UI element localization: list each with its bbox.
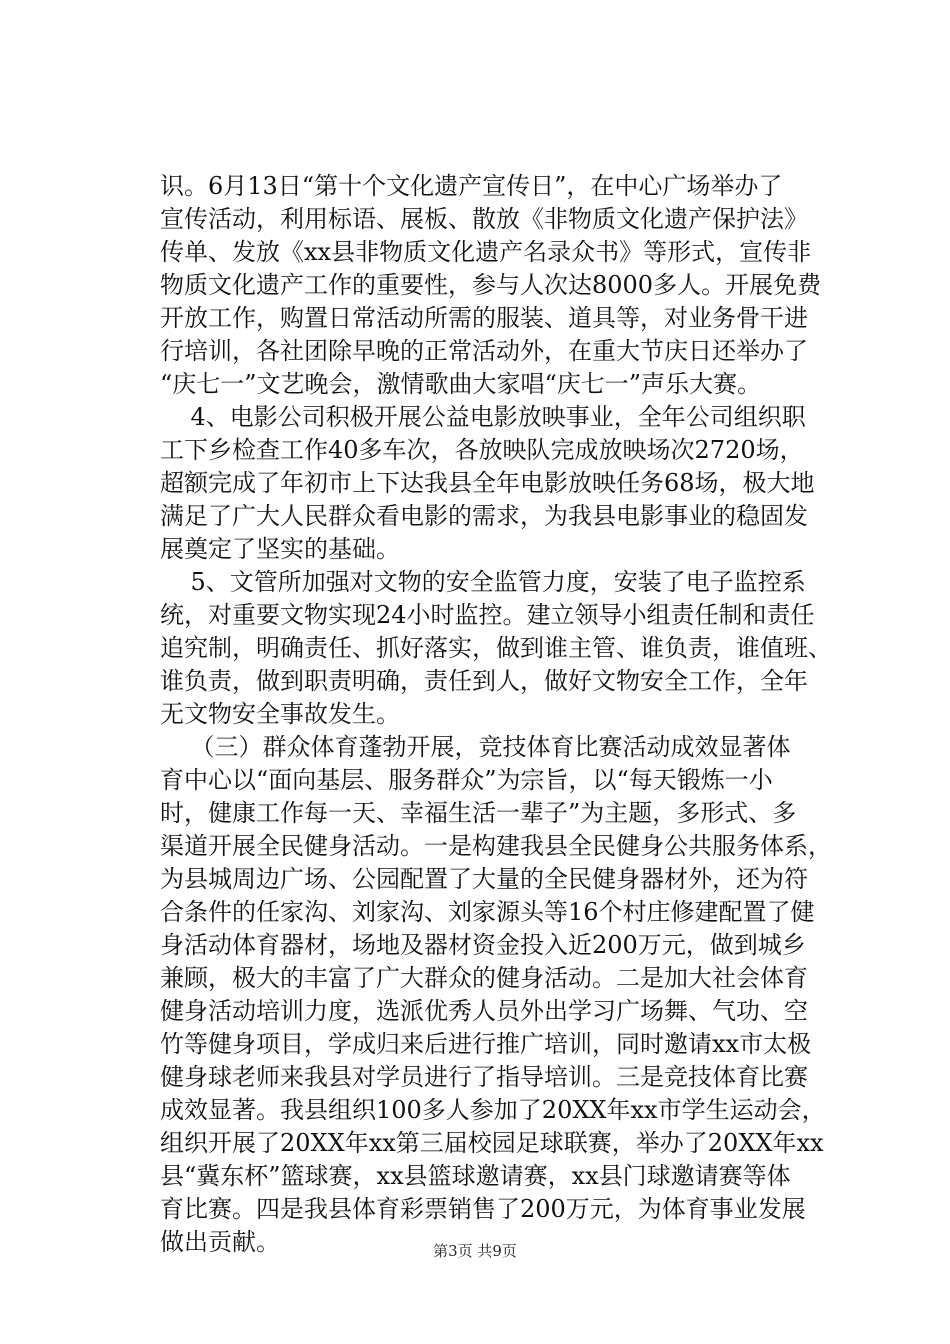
text-line: 追究制，明确责任、抓好落实，做到谁主管、谁负责，谁值班、 [160, 634, 832, 662]
text-line: 统，对重要文物实现24小时监控。建立领导小组责任制和责任 [160, 601, 815, 629]
text-line: 兼顾，极大的丰富了广大群众的健身活动。二是加大社会体育 [160, 964, 808, 992]
text-line: 传单、发放《xx县非物质文化遗产名录众书》等形式，宣传非 [160, 238, 812, 266]
page-number-footer: 第3页 共9页 [433, 1242, 517, 1260]
text-line: 超额完成了年初市上下达我县全年电影放映任务68场，极大地 [160, 469, 815, 497]
text-line: 时，健康工作每一天、幸福生活一辈子”为主题，多形式、多 [160, 799, 797, 827]
text-line: 育比赛。四是我县体育彩票销售了200万元，为体育事业发展 [160, 1195, 806, 1223]
text-line: 工下乡检查工作40多车次，各放映队完成放映场次2720场， [160, 436, 804, 464]
text-line: 无文物安全事故发生。 [160, 700, 400, 728]
text-line: 育中心以“面向基层、服务群众”为宗旨，以“每天锻炼一小 [160, 766, 773, 794]
text-line: 展奠定了坚实的基础。 [160, 535, 400, 563]
text-line: 行培训，各社团除早晚的正常活动外，在重大节庆日还举办了 [160, 337, 808, 365]
text-line: 5、文管所加强对文物的安全监管力度，安装了电子监控系 [160, 568, 806, 596]
text-line: 县“冀东杯”篮球赛，xx县篮球邀请赛，xx县门球邀请赛等体 [160, 1162, 791, 1190]
text-line: 竹等健身项目，学成归来后进行推广培训，同时邀请xx市太极 [160, 1030, 812, 1058]
text-line: 健身活动培训力度，选派优秀人员外出学习广场舞、气功、空 [160, 997, 808, 1025]
text-line: 组织开展了20XX年xx第三届校园足球联赛，举办了20XX年xx [160, 1129, 824, 1157]
text-line: 4、电影公司积极开展公益电影放映事业，全年公司组织职 [160, 403, 806, 431]
text-line: 宣传活动，利用标语、展板、散放《非物质文化遗产保护法》 [160, 205, 808, 233]
text-line: 合条件的任家沟、刘家沟、刘家源头等16个村庄修建配置了健 [160, 898, 815, 926]
text-line: 身活动体育器材，场地及器材资金投入近200万元，做到城乡 [160, 931, 806, 959]
text-line: 渠道开展全民健身活动。一是构建我县全民健身公共服务体系， [160, 832, 832, 860]
text-line: 健身球老师来我县对学员进行了指导培训。三是竞技体育比赛 [160, 1063, 808, 1091]
text-line: 满足了广大人民群众看电影的需求，为我县电影事业的稳固发 [160, 502, 808, 530]
text-line: “庆七一”文艺晚会，激情歌曲大家唱“庆七一”声乐大赛。 [160, 370, 762, 398]
text-line: 为县城周边广场、公园配置了大量的全民健身器材外，还为符 [160, 865, 808, 893]
text-line: 识。6月13日“第十个文化遗产宣传日”，在中心广场举办了 [160, 172, 783, 200]
text-line: 开放工作，购置日常活动所需的服装、道具等，对业务骨干进 [160, 304, 808, 332]
text-line: 做出贡献。 [160, 1228, 280, 1256]
text-line: 物质文化遗产工作的重要性，参与人次达8000多人。开展免费 [160, 271, 822, 299]
text-line: 谁负责，做到职责明确，责任到人，做好文物安全工作，全年 [160, 667, 808, 695]
text-line: （三）群众体育蓬勃开展，竞技体育比赛活动成效显著体 [160, 733, 791, 761]
text-line: 成效显著。我县组织100多人参加了20XX年xx市学生运动会， [160, 1096, 826, 1124]
body-text [160, 170, 850, 1259]
